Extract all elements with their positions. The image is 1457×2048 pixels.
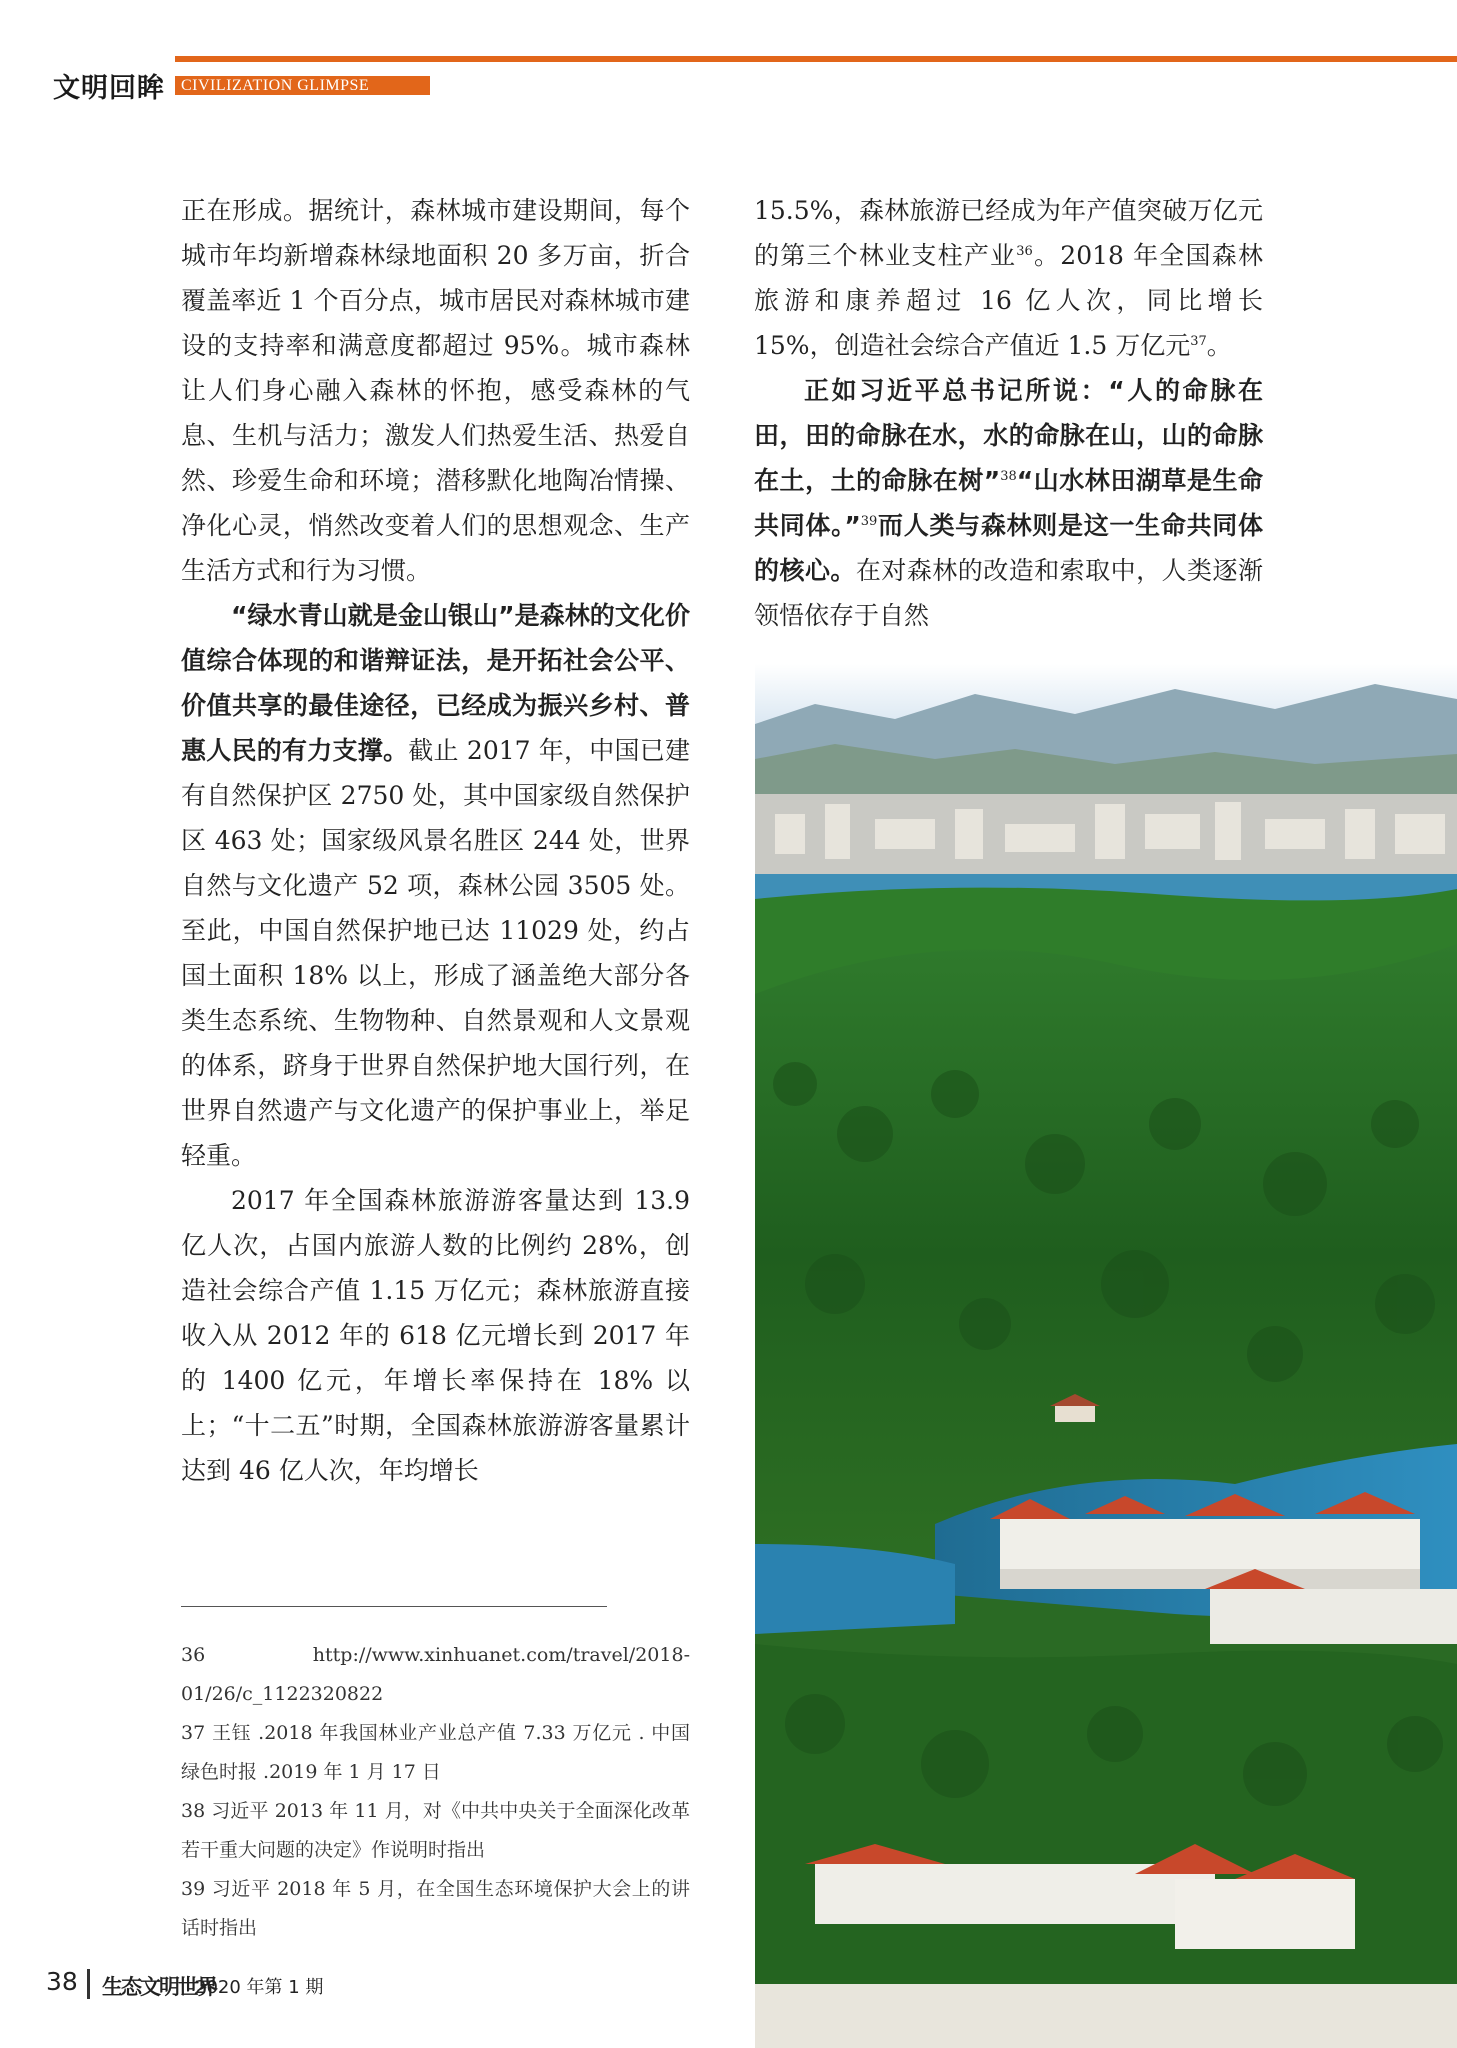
footnote-rule (181, 1606, 607, 1607)
footer-divider (87, 1969, 90, 1999)
paragraph: 正在形成。据统计，森林城市建设期间，每个城市年均新增森林绿地面积 20 多万亩，折合覆盖率近 1 个百分点，城市居民对森林城市建设的支持率和满意度都超过 95%。城市森林让人们身心融入森林的怀抱，感受森林的气息、生机与活力；激发人们热爱生活、热爱自然、珍爱生命和环境；潜移默化地陶冶情操、净化心灵，悄然改变着人们的思想观念、生产生活方式和行为习惯。 (181, 196, 690, 585)
paragraph-text: 截止 2017 年，中国已建有自然保护区 2750 处，其中国家级自然保护区 463 处；国家级风景名胜区 244 处，世界自然与文化遗产 52 项，森林公园 3505 处。至此，中国自然保护地已达 11029 处，约占国土面积 18% 以上，形成了涵盖绝大部分各类生态系统、生物物种、自然景观和人文景观的体系，跻身于世界自然保护地大国行列，在世界自然遗产与文化遗产的保护事业上，举足轻重。 (181, 736, 690, 1170)
bold-quote: “山水林田湖草是生命共同体。” (754, 466, 1264, 540)
right-column (754, 188, 1263, 638)
paragraph-text: 。2018 年全国森林旅游和康养超过 16 亿人次，同比增长 15%，创造社会综合产值近 1.5 万亿元 (754, 241, 1263, 360)
footnote: 37 王钰 .2018 年我国林业产业总产值 7.33 万亿元 . 中国绿色时报 .2019 年 1 月 17 日 (181, 1722, 690, 1783)
paragraph (181, 593, 690, 1178)
forest-lake-photo (755, 664, 1457, 2048)
paragraph-text: 在对森林的改造和索取中，人类逐渐领悟依存于自然 (754, 556, 1263, 630)
bold-quote: 而人类与森林则是这一生命共同体的核心。 (754, 511, 1263, 585)
footnote: 39 习近平 2018 年 5 月，在全国生态环境保护大会上的讲话时指出 (181, 1878, 690, 1939)
footnote-ref[interactable]: 37 (1190, 334, 1207, 349)
section-english-label: CIVILIZATION GLIMPSE (175, 76, 430, 95)
footnote-ref[interactable]: 38 (1000, 469, 1017, 484)
section-title: 文明回眸 (53, 73, 165, 104)
left-column (181, 188, 690, 1493)
paragraph (754, 188, 1263, 368)
footnotes (181, 1636, 690, 1948)
issue-label: 2020 年第 1 期 (195, 1977, 324, 1998)
magazine-logo: 生态文明世界 (102, 1975, 216, 1999)
page-number: 38 (46, 1967, 78, 1996)
paragraph-text: 15.5%，森林旅游已经成为年产值突破万亿元的第三个林业支柱产业 (754, 196, 1263, 270)
header-rule (175, 56, 1457, 62)
bold-lead: “绿水青山就是金山银山”是森林的文化价值综合体现的和谐辩证法，是开拓社会公平、价值共享的最佳途径，已经成为振兴乡村、普惠人民的有力支撑。 (181, 601, 690, 765)
footnote-ref[interactable]: 36 (1016, 244, 1033, 259)
paragraph: 2017 年全国森林旅游游客量达到 13.9 亿人次，占国内旅游人数的比例约 28%，创造社会综合产值 1.15 万亿元；森林旅游直接收入从 2012 年的 618 亿元增长到 2017 年的 1400 亿元，年增长率保持在 18% 以上；“十二五”时期，全国森林旅游游客量累计达到 46 亿人次，年均增长 (181, 1186, 690, 1485)
footnote: 38 习近平 2013 年 11 月，对《中共中央关于全面深化改革若干重大问题的决定》作说明时指出 (181, 1800, 690, 1861)
bold-quote: 正如习近平总书记所说：“人的命脉在田，田的命脉在水，水的命脉在山，山的命脉在土，土的命脉在树” (754, 376, 1263, 495)
footnote: 36 http://www.xinhuanet.com/travel/2018-01/26/c_1122320822 (181, 1644, 690, 1705)
footnote-ref[interactable]: 39 (860, 514, 878, 529)
paragraph-text: 。 (1206, 331, 1232, 360)
paragraph (754, 368, 1263, 638)
